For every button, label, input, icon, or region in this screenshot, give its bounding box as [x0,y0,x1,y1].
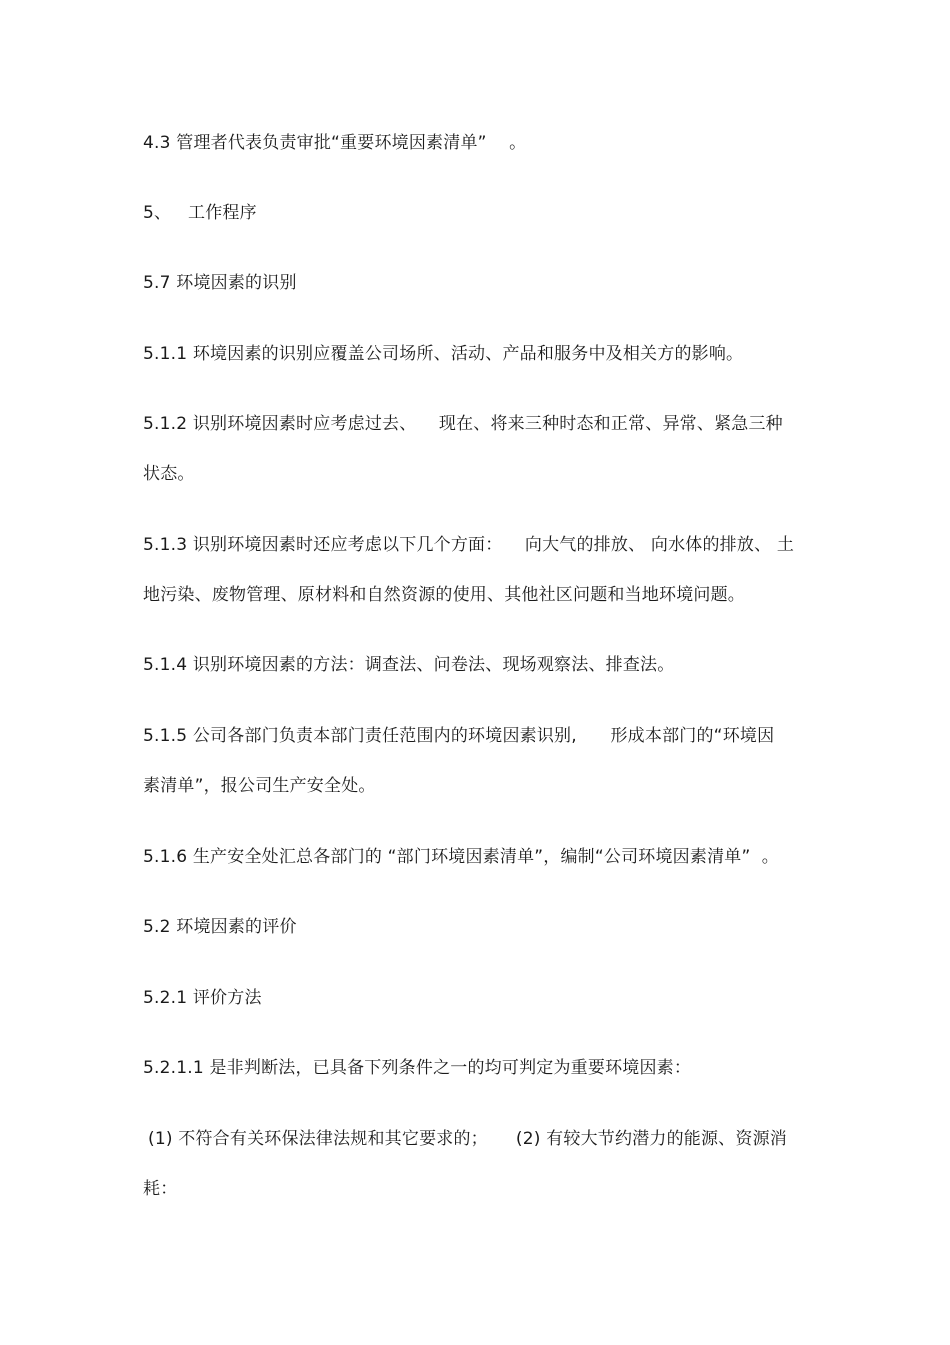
clause-4-3: 4.3 管理者代表负责审批“重要环境因素清单” 。 [143,133,527,153]
clause-5-7-heading: 5.7 环境因素的识别 [143,273,297,293]
section-5-heading: 5、 工作程序 [143,203,257,223]
clause-5-1-4: 5.1.4 识别环境因素的方法：调查法、问卷法、现场观察法、排查法。 [143,655,675,675]
clause-5-1-2-line-1: 5.1.2 识别环境因素时应考虑过去、 现在、将来三种时态和正常、异常、紧急三种 [143,414,783,434]
clause-5-1-6: 5.1.6 生产安全处汇总各部门的 “部门环境因素清单”，编制“公司环境因素清单” 。 [143,847,779,867]
clause-5-1-3-line-2: 地污染、废物管理、原材料和自然资源的使用、其他社区问题和当地环境问题。 [143,585,745,605]
clause-5-1-3-line-1: 5.1.3 识别环境因素时还应考虑以下几个方面： 向大气的排放、 向水体的排放、 土 [143,535,795,555]
clause-5-1-5-line-1: 5.1.5 公司各部门负责本部门责任范围内的环境因素识别, 形成本部门的“环境因 [143,726,775,746]
criteria-line-2: 耗： [143,1179,178,1199]
clause-5-2-1-1: 5.2.1.1 是非判断法，已具备下列条件之一的均可判定为重要环境因素： [143,1058,692,1078]
clause-5-1-5-line-2: 素清单”，报公司生产安全处。 [143,776,376,796]
clause-5-1-2-line-2: 状态。 [143,464,195,484]
clause-5-2-heading: 5.2 环境因素的评价 [143,917,297,937]
clause-5-1-1: 5.1.1 环境因素的识别应覆盖公司场所、活动、产品和服务中及相关方的影响。 [143,344,744,364]
clause-5-2-1-heading: 5.2.1 评价方法 [143,988,262,1008]
criteria-line-1: (1) 不符合有关环保法律法规和其它要求的； (2) 有较大节约潜力的能源、资源消 [148,1129,787,1149]
